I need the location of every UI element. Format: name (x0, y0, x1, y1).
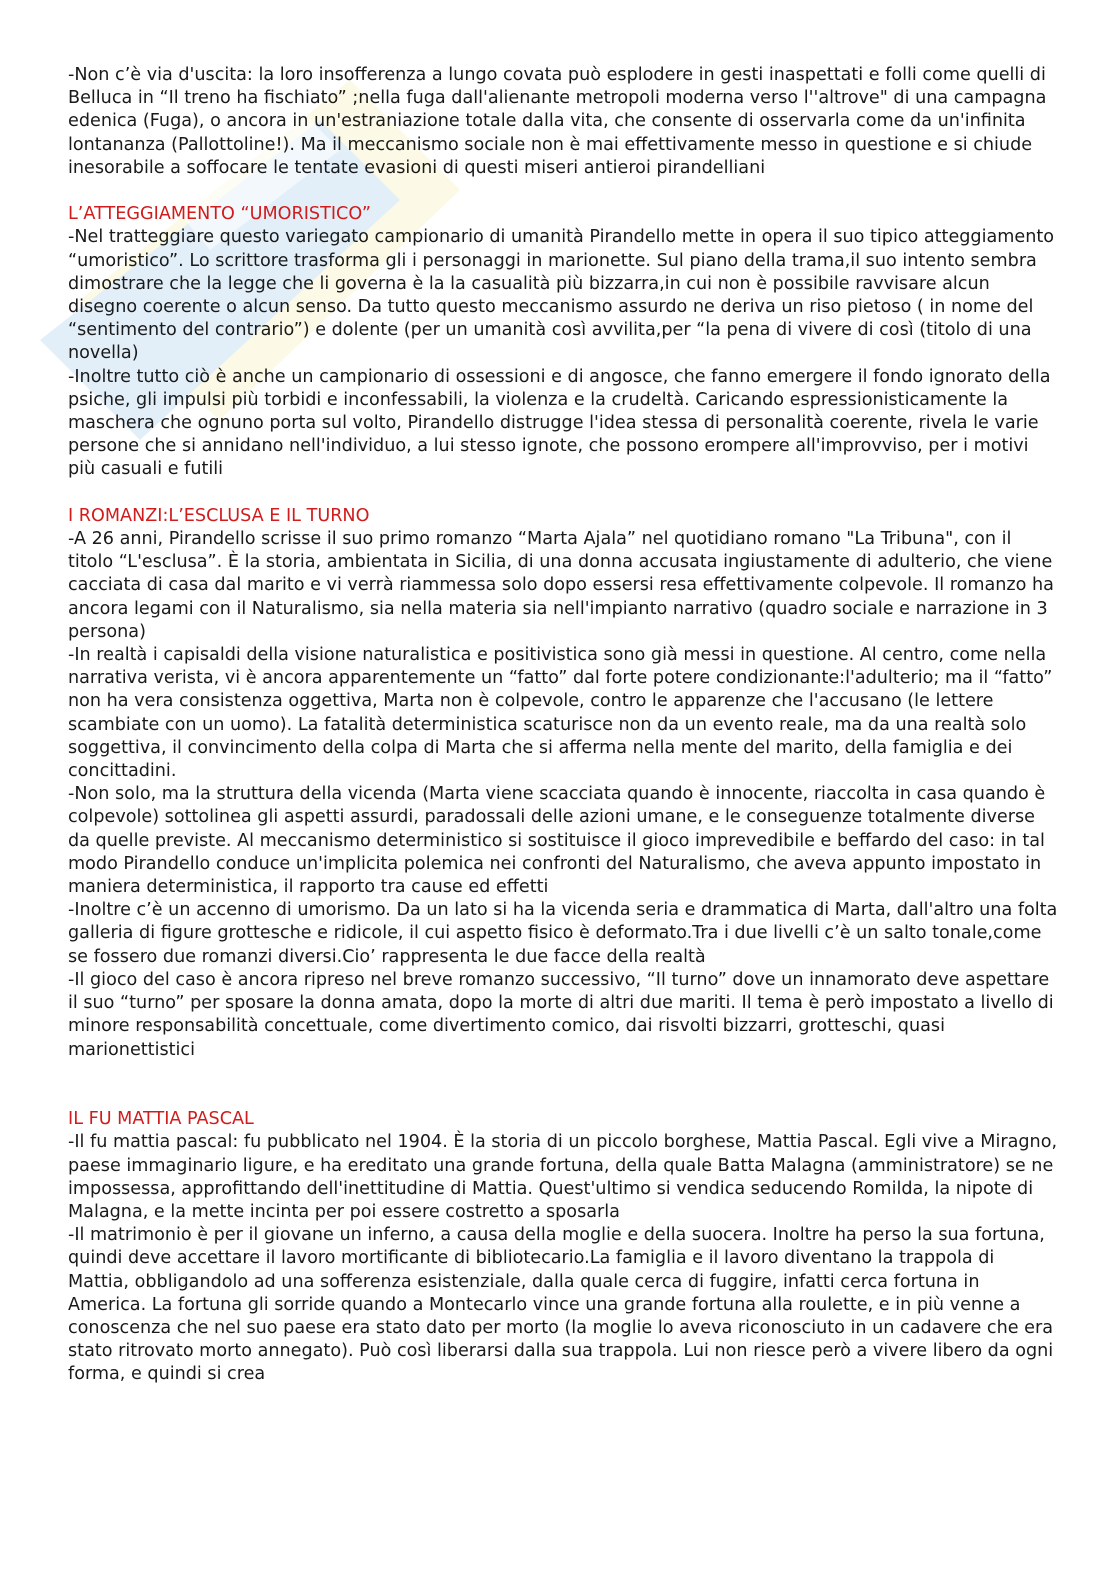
section-romanzi (68, 505, 1058, 1062)
paragraph: -Inoltre c’è un accenno di umorismo. Da un lato si ha la vicenda seria e drammatica di Marta, dall'altro una folta galleria di figure grottesche e ridicole, il cui aspetto fisico è deformato.Tra i due livelli c’è un salto tonale,come se fossero due romanzi diversi.Cio’ rappresenta le due facce della realtà (68, 900, 1058, 967)
paragraph: -Il fu mattia pascal: fu pubblicato nel 1904. È la storia di un piccolo borghese, Mattia Pascal. Egli vive a Miragno, paese immaginario ligure, e ha ereditato una grande fortuna, della quale Batta Malagna (amministratore) se ne impossessa, approfittando dell'inettitudine di Mattia. Quest'ultimo si vendica seducendo Romilda, la nipote di Malagna, e la mette incinta per poi essere costretto a sposarla (68, 1132, 1058, 1222)
document-body (68, 64, 1058, 1387)
section-atteggiamento-umoristico (68, 203, 1058, 481)
paragraph: -Il matrimonio è per il giovane un inferno, a causa della moglie e della suocera. Inoltre ha perso la sua fortuna, quindi deve accettare il lavoro mortificante di bibliotecario.La famiglia e il lavoro diventano la trappola di Mattia, obbligandolo ad una sofferenza esistenziale, dalla quale cerca di fuggire, infatti cerca fortuna in America. La fortuna gli sorride quando a Montecarlo vince una grande fortuna alla roulette, e in più venne a conoscenza che nel suo paese era stato dato per morto (la moglie lo aveva riconosciuto in un cadavere che era stato ritrovato morto annegato). Può così liberarsi dalla sua trappola. Lui non riesce però a vivere libero da ogni forma, e quindi si crea (68, 1225, 1054, 1385)
section-fu-mattia-pascal (68, 1108, 1058, 1386)
paragraph: -Non solo, ma la struttura della vicenda (Marta viene scacciata quando è innocente, riaccolta in casa quando è colpevole) sottolinea gli aspetti assurdi, paradossali delle azioni umane, e le conseguenze totalmente diverse da quelle previste. Al meccanismo deterministico si sostituisce il gioco imprevedibile e beffardo del caso: in tal modo Pirandello conduce un'implicita polemica nei confronti del Naturalismo, che aveva appunto impostato in maniera deterministica, il rapporto tra cause ed effetti (68, 784, 1046, 898)
paragraph: -Nel tratteggiare questo variegato campionario di umanità Pirandello mette in opera il suo tipico atteggiamento “umoristico”. Lo scrittore trasforma gli i personaggi in marionette. Sul piano della trama,il suo intento sembra dimostrare che la legge che li governa è la la casualità più bizzarra,in cui non è possibile ravvisare alcun disegno coerente o alcun senso. Da tutto questo meccanismo assurdo ne deriva un riso pietoso ( in nome del “sentimento del contrario”) e dolente (per un umanità così avvilita,per “la pena di vivere di così (titolo di una novella) (68, 227, 1055, 364)
section-heading: I ROMANZI:L’ESCLUSA E IL TURNO (68, 505, 370, 526)
intro-paragraph: -Non c’è via d'uscita: la loro insofferenza a lungo covata può esplodere in gesti inaspettati e folli come quelli di Belluca in “Il treno ha fischiato” ;nella fuga dall'alienante metropoli moderna verso l''altrove" di una campagna edenica (Fuga), o ancora in un'estraniazione totale dalla vita, che consente di osservarla come da un'infinita lontananza (Pallottoline!). Ma il meccanismo sociale non è mai effettivamente messo in questione e si chiude inesorabile a soffocare le tentate evasioni di questi miseri antieroi pirandelliani (68, 65, 1047, 178)
section-heading: L’ATTEGGIAMENTO “UMORISTICO” (68, 204, 371, 225)
paragraph: -Inoltre tutto ciò è anche un campionario di ossessioni e di angosce, che fanno emergere il fondo ignorato della psiche, gli impulsi più torbidi e inconfessabili, la violenza e la crudeltà. Caricando espressionisticamente la maschera che ognuno porta sul volto, Pirandello distrugge l'idea stessa di personalità coerente, rivela le varie persone che si annidano nell'individuo, a lui stesso ignote, che possono erompere all'improvviso, per i motivi più casuali e futili (68, 366, 1051, 480)
paragraph: -In realtà i capisaldi della visione naturalistica e positivistica sono già messi in questione. Al centro, come nella narrativa verista, vi è ancora apparentemente un “fatto” dal forte potere condizionante:l'adulterio; ma il “fatto” non ha vera consistenza oggettiva, Marta non è colpevole, contro le apparenze che l'accusano (le lettere scambiate con un uomo). La fatalità deterministica scaturisce non da un evento reale, ma da una realtà solo soggettiva, il convincimento della colpa di Marta che si afferma nella mente del marito, della famiglia e dei concittadini. (68, 645, 1053, 782)
paragraph: -A 26 anni, Pirandello scrisse il suo primo romanzo “Marta Ajala” nel quotidiano romano "La Tribuna", con il titolo “L'esclusa”. È la storia, ambientata in Sicilia, di una donna accusata ingiustamente di adulterio, che viene cacciata di casa dal marito e vi verrà riammessa solo dopo essersi resa effettivamente colpevole. Il romanzo ha ancora legami con il Naturalismo, sia nella materia sia nell'impianto narrativo (quadro sociale e narrazione in 3 persona) (68, 529, 1054, 642)
paragraph: -Il gioco del caso è ancora ripreso nel breve romanzo successivo, “Il turno” dove un innamorato deve aspettare il suo “turno” per sposare la donna amata, dopo la morte di altri due mariti. Il tema è però impostato a livello di minore responsabilità concettuale, come divertimento comico, dai risvolti bizzarri, grotteschi, quasi marionettistici (68, 969, 1054, 1060)
section-heading: IL FU MATTIA PASCAL (68, 1109, 254, 1130)
intro-section (68, 64, 1058, 180)
